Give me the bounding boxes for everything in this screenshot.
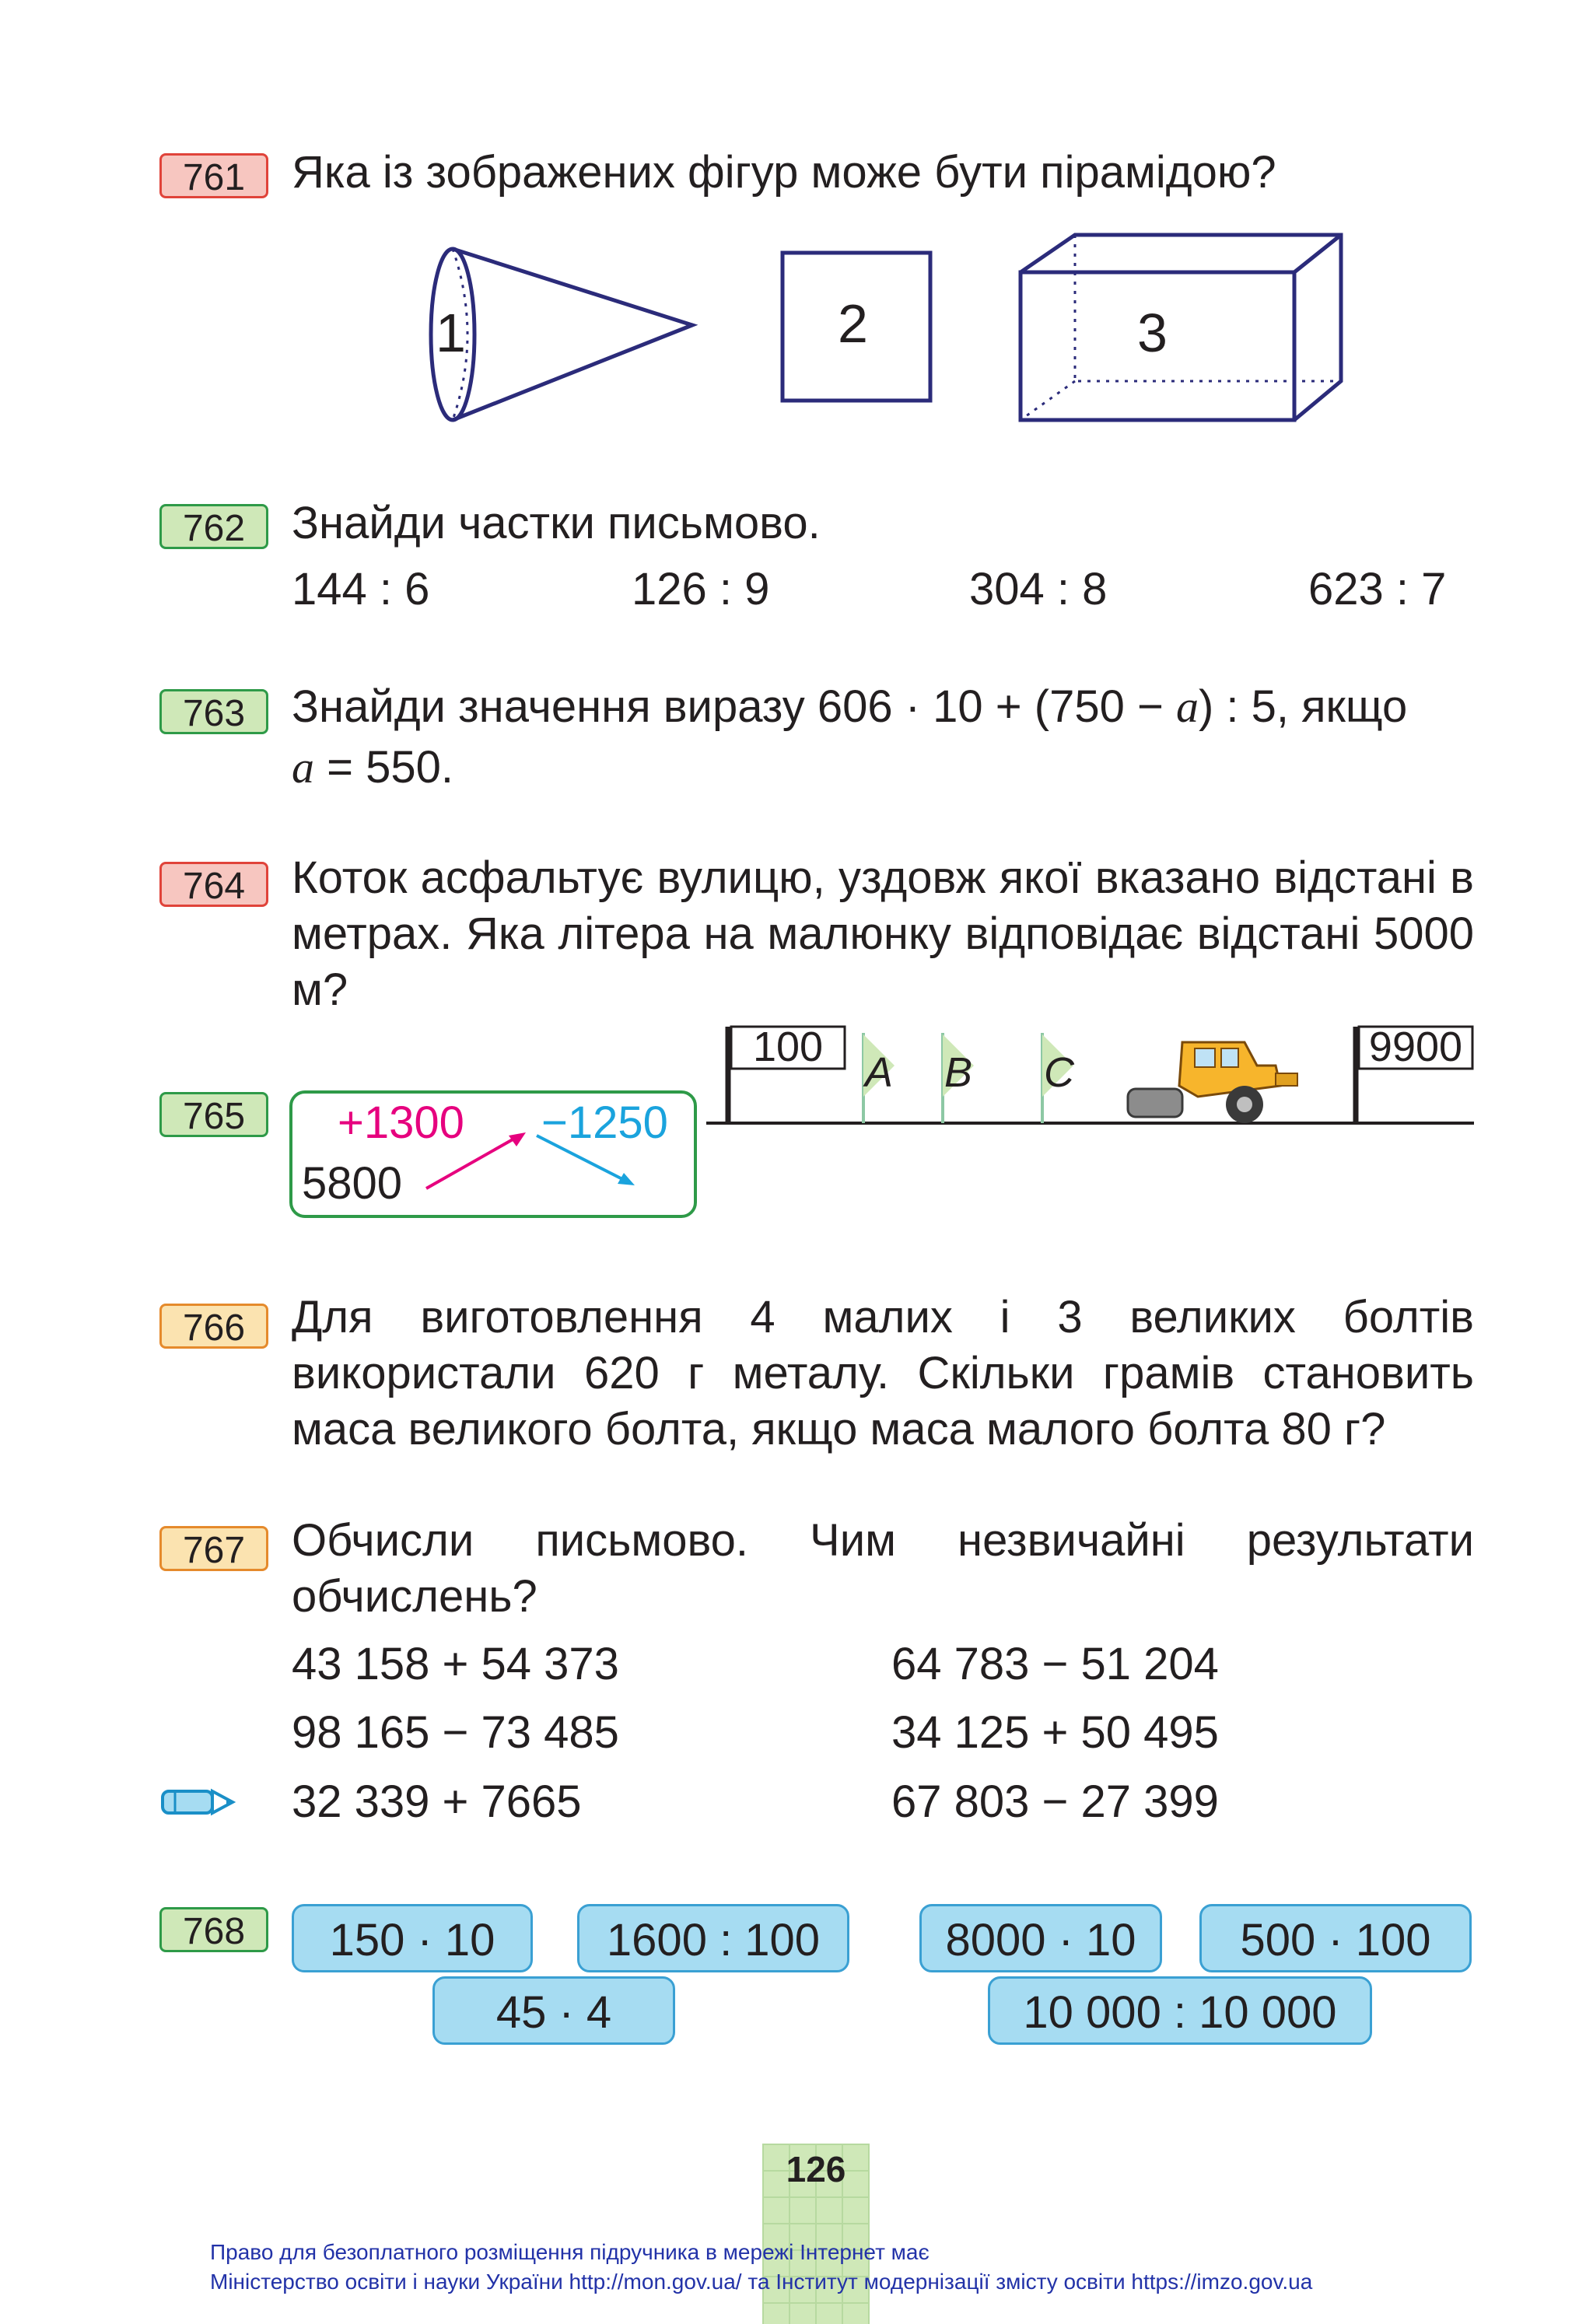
- cone-figure: [431, 249, 692, 420]
- box-figure: [1021, 235, 1341, 420]
- card-768-6: 10 000 : 10 000: [988, 1976, 1372, 2045]
- task-767-text: Обчисли письмово. Чим незвичайні результати обчислень?: [292, 1515, 1474, 1622]
- start-distance: 100: [752, 1024, 824, 1070]
- task-number-766: 766: [159, 1304, 268, 1349]
- task-number-768: 768: [159, 1907, 268, 1952]
- flag-label-c: C: [1044, 1049, 1074, 1096]
- chain-op2: −1250: [541, 1097, 668, 1148]
- flag-label-b: B: [944, 1049, 973, 1096]
- chain-op1: +1300: [338, 1097, 464, 1148]
- end-distance: 9900: [1368, 1024, 1463, 1070]
- chain-start: 5800: [302, 1158, 403, 1209]
- expr-767-l2: 98 165 − 73 485: [292, 1707, 619, 1758]
- task-763-line2: [292, 740, 453, 796]
- figure-label-3: 3: [1137, 303, 1168, 363]
- expr-762-2: 126 : 9: [632, 564, 770, 614]
- task-763-line1-a: Знайди значення виразу 606 · 10 + (750 −: [292, 681, 1176, 732]
- figure-label-1: 1: [436, 303, 466, 363]
- task-number-764: 764: [159, 862, 268, 907]
- variable-a: a: [292, 742, 314, 793]
- figure-label-2: 2: [838, 293, 868, 354]
- expr-767-r3: 67 803 − 27 399: [891, 1776, 1219, 1827]
- task-766-text: Для виготовлення 4 малих і 3 великих болтів використали 620 г металу. Скільки грамів становить маса великого болта, якщо маса малого болта 80 г?: [292, 1292, 1474, 1454]
- task-number-767: 767: [159, 1526, 268, 1571]
- task-764-text: Коток асфальтує вулицю, уздовж якої вказано відстані в метрах. Яка літера на малюнку відповідає відстані 5000 м?: [292, 852, 1474, 1015]
- page-number: 126: [786, 2149, 846, 2189]
- road-diagram-764: [700, 1011, 1478, 1136]
- expr-762-4: 623 : 7: [1308, 564, 1447, 614]
- variable-a: a: [1175, 681, 1199, 732]
- card-768-2: 1600 : 100: [577, 1904, 849, 1972]
- expr-762-3: 304 : 8: [969, 564, 1108, 614]
- road-roller-icon: [1128, 1042, 1297, 1123]
- card-768-3: 45 · 4: [432, 1976, 675, 2045]
- card-768-5: 500 · 100: [1199, 1904, 1472, 1972]
- task-763-line2-b: = 550.: [314, 742, 453, 793]
- card-768-1: 150 · 10: [292, 1904, 533, 1972]
- footer-line-1: Право для безоплатного розміщення підручника в мережі Інтернет має: [210, 2240, 930, 2264]
- task-number-763: 763: [159, 689, 268, 734]
- footer-line-2: Міністерство освіти і науки України http://mon.gov.ua/ та Інститут модернізації змісту освіти https://imzo.gov.ua: [210, 2270, 1313, 2294]
- figures-761: [404, 226, 1361, 428]
- expr-767-r1: 64 783 − 51 204: [891, 1639, 1219, 1689]
- flag-label-a: A: [865, 1049, 894, 1096]
- pencil-icon: [159, 1785, 237, 1819]
- task-763-line1: [292, 679, 1474, 735]
- task-763-line1-b: ) : 5, якщо: [1198, 681, 1408, 732]
- chain-arrows: [420, 1120, 653, 1213]
- expr-762-1: 144 : 6: [292, 564, 430, 614]
- card-768-4: 8000 · 10: [919, 1904, 1162, 1972]
- task-number-765: 765: [159, 1092, 268, 1137]
- task-762-text: Знайди частки письмово.: [292, 498, 821, 548]
- expr-767-r2: 34 125 + 50 495: [891, 1707, 1219, 1758]
- expr-767-l1: 43 158 + 54 373: [292, 1639, 619, 1689]
- task-761-text: Яка із зображених фігур може бути пірамідою?: [292, 147, 1276, 198]
- task-number-761: 761: [159, 153, 268, 198]
- expr-767-l3: 32 339 + 7665: [292, 1776, 582, 1827]
- task-number-762: 762: [159, 504, 268, 549]
